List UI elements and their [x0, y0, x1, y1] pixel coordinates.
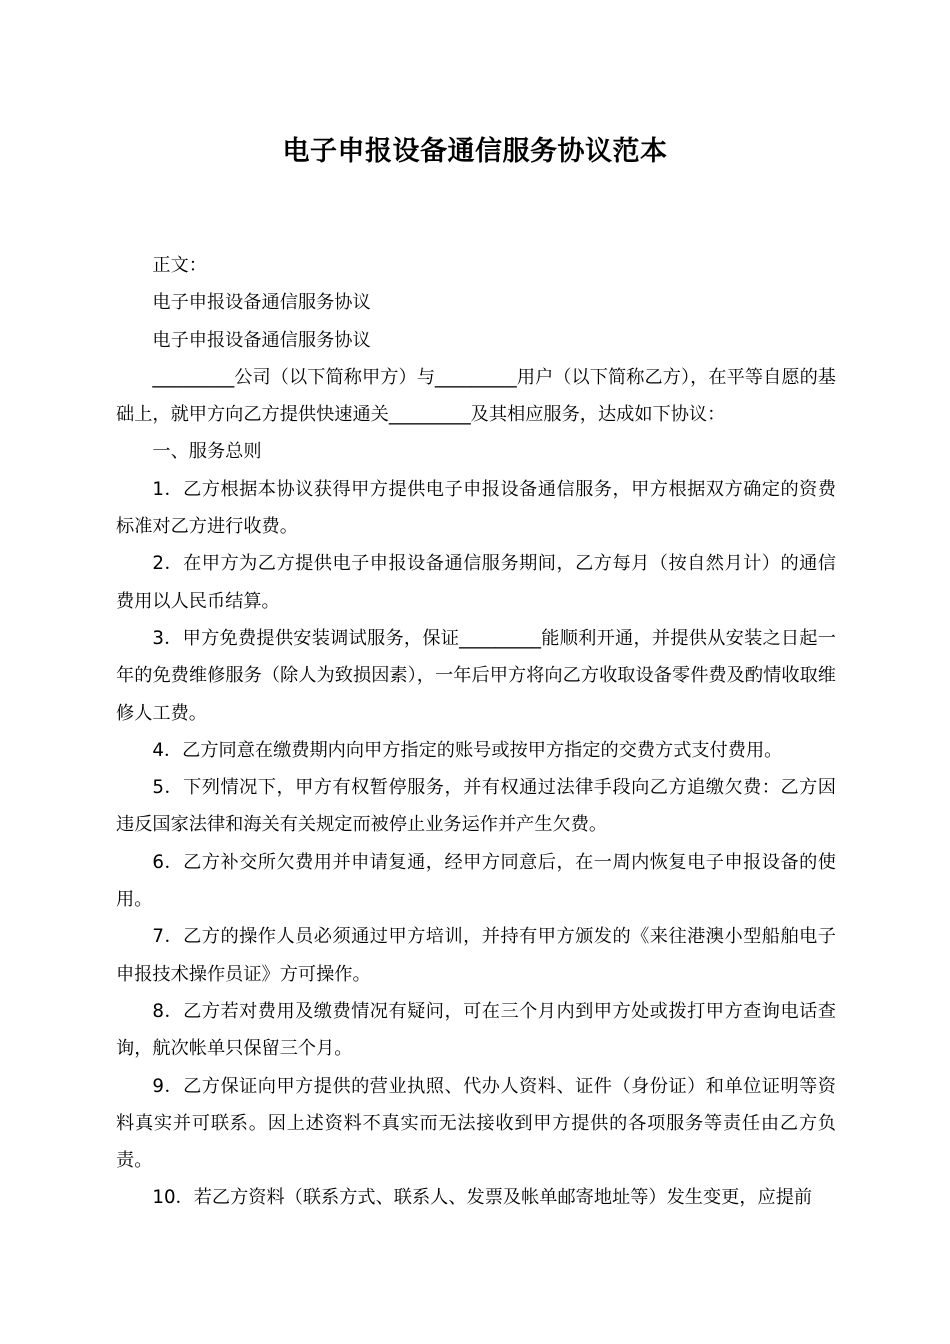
clause-1: 1．乙方根据本协议获得甲方提供电子申报设备通信服务，甲方根据双方确定的资费标准对乙方进行收费。: [116, 478, 836, 538]
paragraph-zhengwen: 正文：: [152, 255, 207, 276]
clause-9: 9．乙方保证向甲方提供的营业执照、代办人资料、证件（身份证）和单位证明等资料真实并可联系。因上述资料不真实而无法接收到甲方提供的各项服务等责任由乙方负责。: [116, 1075, 836, 1172]
clause-10: 10．若乙方资料（联系方式、联系人、发票及帐单邮寄地址等）发生变更，应提前: [152, 1187, 813, 1209]
paragraph-heading-1: 电子申报设备通信服务协议: [152, 292, 371, 314]
document-body: [116, 247, 836, 1217]
clause-3: 3．甲方免费提供安装调试服务，保证_________能顺利开通，并提供从安装之日起一年的免费维修服务（除人为致损因素），一年后甲方将向乙方收取设备零件费及酌情收取维修人工费。: [116, 627, 836, 724]
clause-7: 7．乙方的操作人员必须通过甲方培训，并持有甲方颁发的《来往港澳小型船舶电子申报技术操作员证》方可操作。: [116, 926, 836, 985]
clause-2: 2．在甲方为乙方提供电子申报设备通信服务期间，乙方每月（按自然月计）的通信费用以人民币结算。: [116, 553, 836, 612]
clause-8: 8．乙方若对费用及缴费情况有疑问，可在三个月内到甲方处或拨打甲方查询电话查询，航次帐单只保留三个月。: [116, 1000, 836, 1060]
section-heading: 一、服务总则: [152, 441, 262, 463]
clause-4: 4．乙方同意在缴费期内向甲方指定的账号或按甲方指定的交费方式支付费用。: [152, 739, 783, 761]
document-title: 电子申报设备通信服务协议范本: [282, 136, 668, 167]
clause-6: 6．乙方补交所欠费用并申请复通，经甲方同意后，在一周内恢复电子申报设备的使用。: [116, 851, 836, 911]
paragraph-heading-2: 电子申报设备通信服务协议: [152, 329, 371, 351]
paragraph-preamble: _________公司（以下简称甲方）与_________用户（以下简称乙方），在平等自愿的基础上，就甲方向乙方提供快速通关_________及其相应服务，达成如下协议：: [116, 366, 836, 426]
clause-5: 5．下列情况下，甲方有权暂停服务，并有权通过法律手段向乙方追缴欠费：乙方因违反国家法律和海关有关规定而被停止业务运作并产生欠费。: [116, 777, 836, 836]
